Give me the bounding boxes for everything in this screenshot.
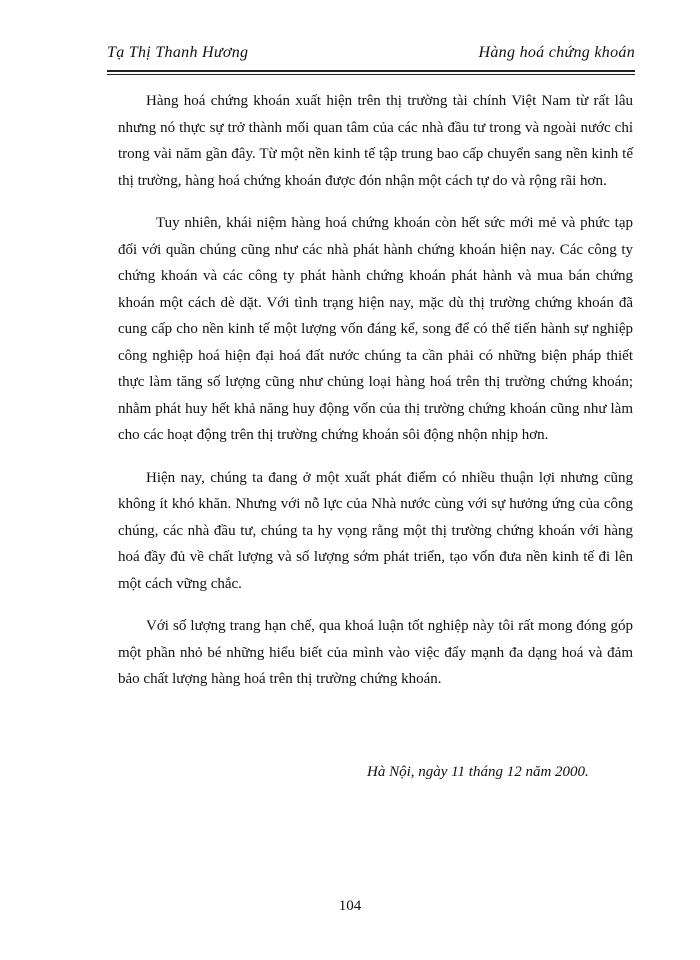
paragraph-1: Hàng hoá chứng khoán xuất hiện trên thị trường tài chính Việt Nam từ rất lâu nhưng nó thực sự trở thành mối quan tâm của các nhà đầu tư trong và ngoài nước chỉ trong vài năm gần đây. Từ một nền kinh tế tập trung bao cấp chuyển sang nền kinh tế thị trường, hàng hoá chứng khoán được đón nhận một cách tự do và rộng rãi hơn.	[118, 93, 633, 189]
header-rule-thin	[107, 74, 635, 75]
header-author: Tạ Thị Thanh Hương	[107, 44, 249, 61]
header-topic: Hàng hoá chứng khoán	[478, 44, 635, 61]
place-date-signature: Hà Nội, ngày 11 tháng 12 năm 2000.	[367, 764, 589, 780]
paragraph-3: Hiện nay, chúng ta đang ở một xuất phát điểm có nhiều thuận lợi nhưng cũng không ít khó khăn. Nhưng với nỗ lực của Nhà nước cùng với sự hưởng ứng của công chúng, các nhà đầu tư, chúng ta hy vọng rằng một thị trường chứng khoán với hàng hoá đầy đủ về chất lượng và số lượng sớm phát triển, tạo vốn đưa nền kinh tế đi lên một cách vững chắc.	[118, 469, 633, 592]
paragraph-2: Tuy nhiên, khái niệm hàng hoá chứng khoán còn hết sức mới mẻ và phức tạp đối với quần chúng cũng như các nhà phát hành chứng khoán hiện nay. Các công ty chứng khoán và các công ty phát hành chứng khoán phát hành và mua bán chứng khoán một cách dè dặt. Với tình trạng hiện nay, mặc dù thị trường chứng khoán đã cung cấp cho nền kinh tế một lượng vốn đáng kể, song để có thể tiến hành sự nghiệp công nghiệp hoá hiện đại hoá đất nước chúng ta cần phải có những biện pháp thiết thực làm tăng số lượng cũng như chủng loại hàng hoá trên thị trường chứng khoán; nhằm phát huy hết khả năng huy động vốn của thị trường chứng khoán cũng như làm cho các hoạt động trên thị trường chứng khoán sôi động nhộn nhịp hơn.	[118, 215, 633, 443]
header-rule	[107, 70, 635, 72]
paragraph-4: Với số lượng trang hạn chế, qua khoá luận tốt nghiệp này tôi rất mong đóng góp một phần nhỏ bé những hiểu biết của mình vào việc đẩy mạnh đa dạng hoá và đảm bảo chất lượng hàng hoá trên thị trường chứng khoán.	[118, 618, 633, 687]
body-text	[118, 88, 633, 709]
page-number: 104	[338, 898, 362, 914]
page-header	[107, 44, 635, 66]
